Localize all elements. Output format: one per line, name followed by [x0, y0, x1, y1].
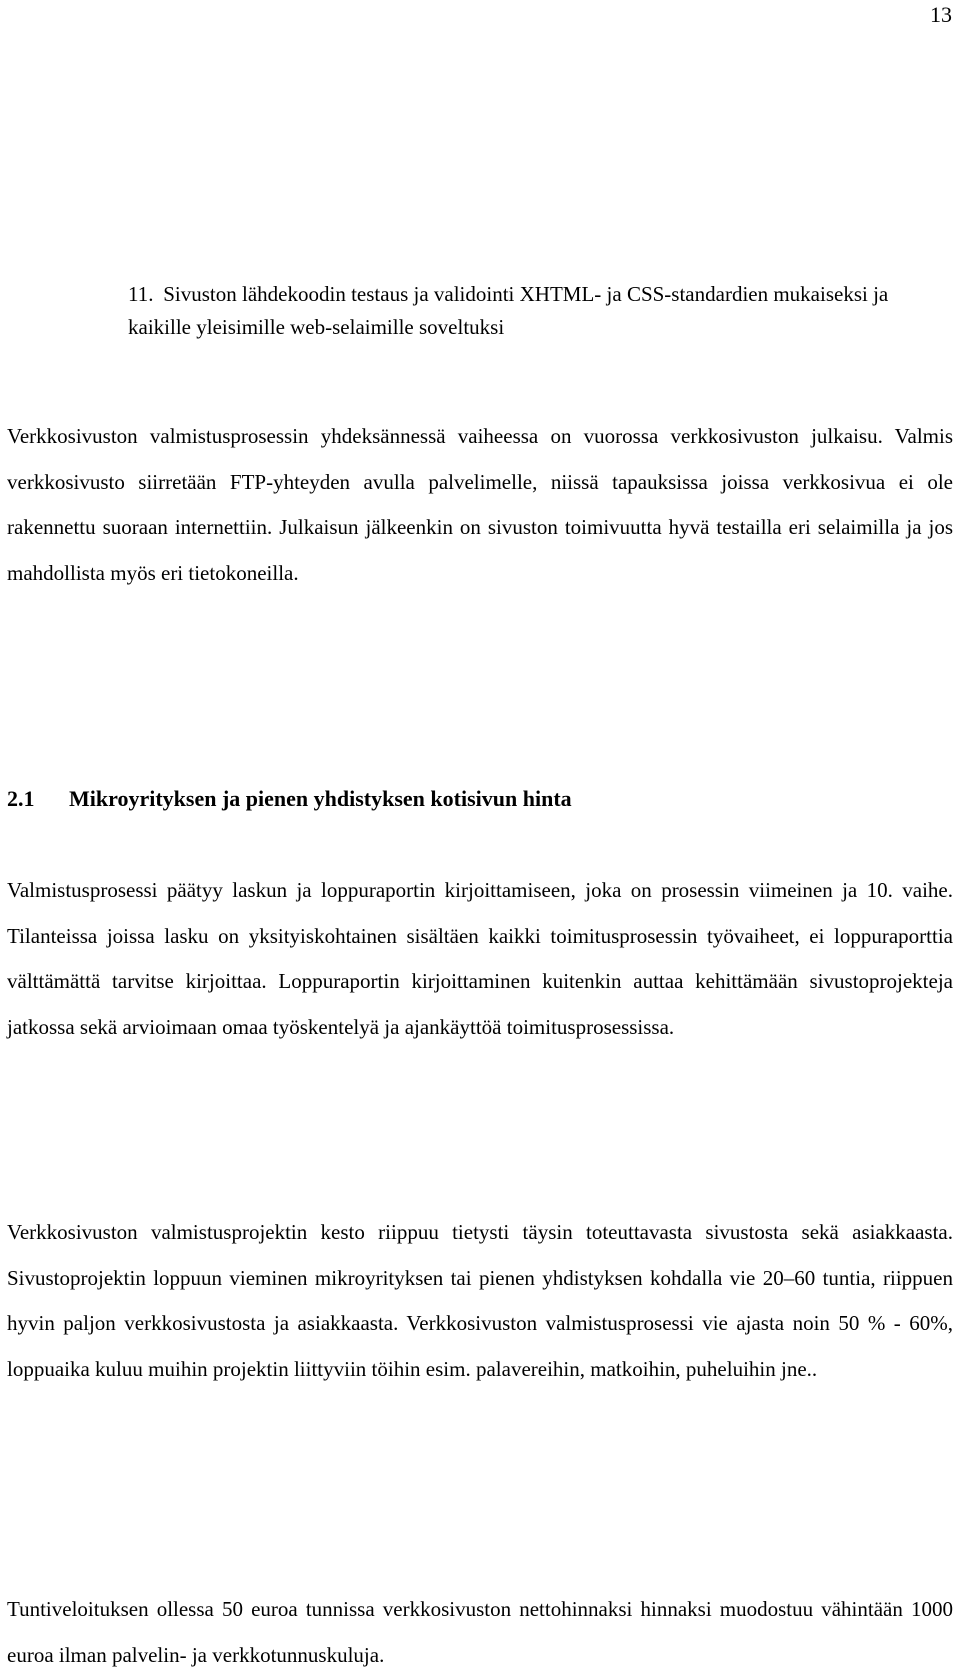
- list-item-text: Sivuston lähdekoodin testaus ja validointi XHTML- ja CSS-standardien mukaiseksi ja kaikille yleisimille web-selaimille soveltuksi: [128, 282, 889, 339]
- section-number: 2.1: [7, 786, 35, 811]
- list-item-number: 11.: [128, 282, 154, 306]
- page-number: 13: [930, 2, 952, 27]
- paragraph-publishing: Verkkosivuston valmistusprosessin yhdeksännessä vaiheessa on vuorossa verkkosivuston julkaisu. Valmis verkkosivusto siirretään FTP-yhteyden avulla palvelimelle, niissä tapauksissa joissa verkkosivua ei ole rakennettu suoraan internettiin. Julkaisun jälkeenkin on sivuston toimivuutta hyvä testailla eri selaimilla ja jos mahdollista myös eri tietokoneilla.: [7, 424, 953, 585]
- section-title: Mikroyrityksen ja pienen yhdistyksen kotisivun hinta: [69, 786, 572, 811]
- numbered-list-item: [128, 278, 928, 344]
- paragraph-final-report: Valmistusprosessi päätyy laskun ja loppuraportin kirjoittamiseen, joka on prosessin viimeinen ja 10. vaihe. Tilanteissa joissa lasku on yksityiskohtainen sisältäen kaikki toimitusprosessin työvaiheet, ei loppuraporttia välttämättä tarvitse kirjoittaa. Loppuraportin kirjoittaminen kuitenkin auttaa kehittämään sivustoprojekteja jatkossa sekä arvioimaan omaa työskentelyä ja ajankäyttöä toimitusprosessissa.: [7, 878, 953, 1039]
- paragraph-project-duration: Verkkosivuston valmistusprojektin kesto riippuu tietysti täysin toteuttavasta sivustosta sekä asiakkaasta. Sivustoprojektin loppuun vieminen mikroyrityksen tai pienen yhdistyksen kohdalla vie 20–60 tuntia, riippuen hyvin paljon verkkosivustosta ja asiakkaasta. Verkkosivuston valmistusprosessi vie ajasta noin 50 % - 60%, loppuaika kuluu muihin projektin liittyviin töihin esim. palavereihin, matkoihin, puheluihin jne..: [7, 1220, 953, 1381]
- section-heading: [7, 786, 572, 812]
- paragraph-pricing: Tuntiveloituksen ollessa 50 euroa tunnissa verkkosivuston nettohinnaksi hinnaksi muodostuu vähintään 1000 euroa ilman palvelin- ja verkkotunnuskuluja.: [7, 1597, 953, 1667]
